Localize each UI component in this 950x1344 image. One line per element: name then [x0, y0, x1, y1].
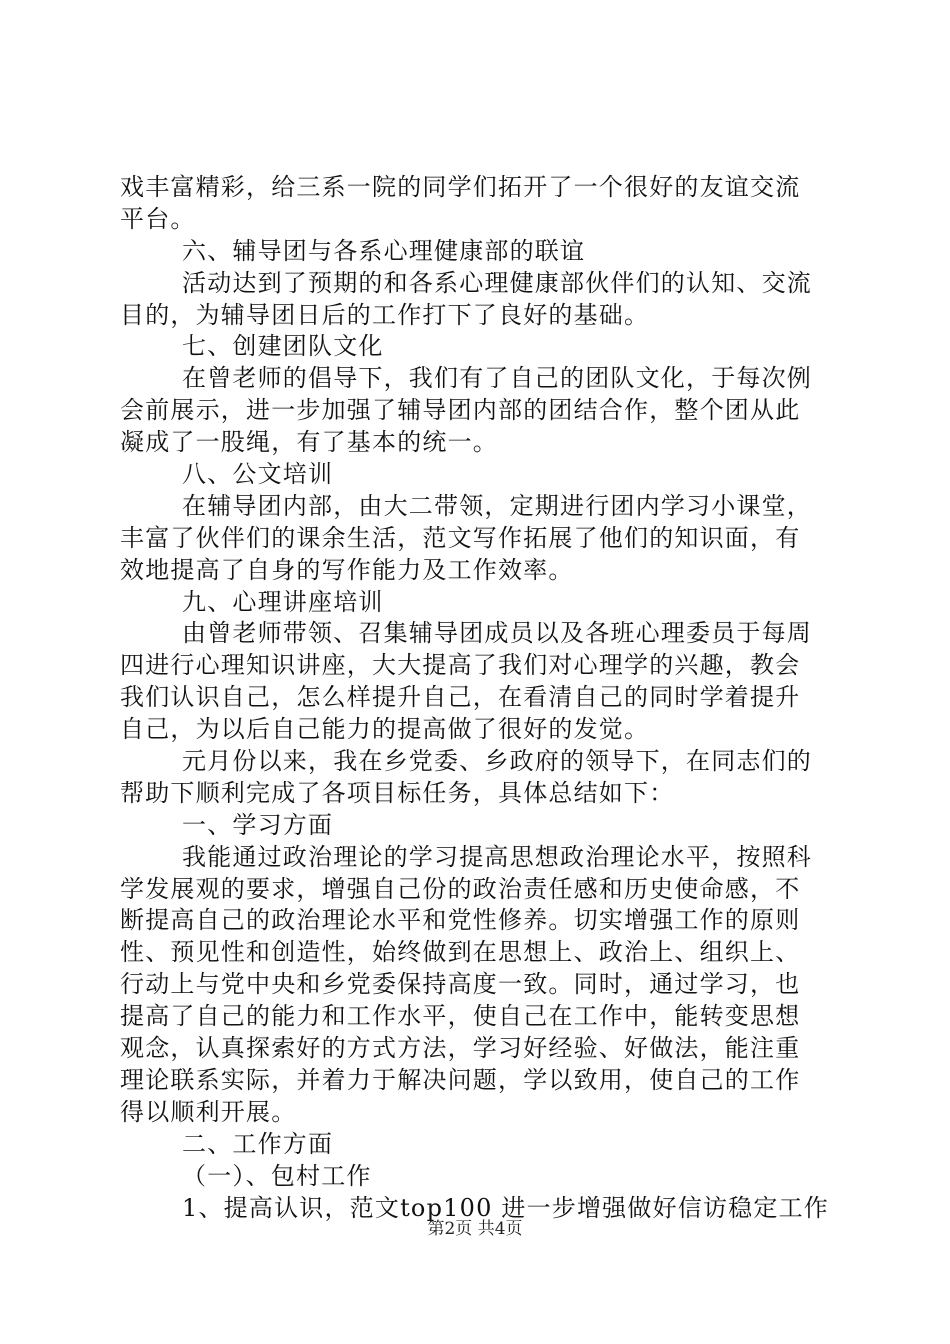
- text-line: 平台。: [120, 204, 196, 233]
- text-line: 由曾老师带领、召集辅导团成员以及各班心理委员于每周: [182, 619, 812, 648]
- text-line: 戏丰富精彩，给三系一院的同学们拓开了一个很好的友谊交流: [120, 173, 801, 201]
- text-line: 七、创建团队文化: [182, 332, 384, 361]
- text-line: 一、学习方面: [182, 810, 334, 839]
- page-footer: 第2页 共4页: [427, 1219, 523, 1239]
- text-line: 八、公文培训: [182, 460, 334, 489]
- text-line: 活动达到了预期的和各系心理健康部伙伴们的认知、交流: [182, 268, 812, 297]
- document-body: [120, 172, 832, 1224]
- text-line: 我们认识自己，怎么样提升自己，在看清自己的同时学着提升: [120, 683, 801, 712]
- text-line: 会前展示，进一步加强了辅导团内部的团结合作，整个团从此: [120, 396, 801, 425]
- text-line: 得以顺利开展。: [120, 1097, 297, 1126]
- text-line: 在曾老师的倡导下，我们有了自己的团队文化，于每次例: [182, 364, 812, 393]
- text-line: （一）、包村工作: [182, 1161, 372, 1190]
- text-line: 理论联系实际，并着力于解决问题，学以致用，使自己的工作: [120, 1065, 801, 1094]
- text-line: 在辅导团内部，由大二带领，定期进行团内学习小课堂，: [182, 491, 812, 520]
- text-line: 1、提高认识，范文top100 进一步增强做好信访稳定工作: [182, 1193, 829, 1222]
- text-line: 六、辅导团与各系心理健康部的联谊: [182, 236, 586, 265]
- text-line: 我能通过政治理论的学习提高思想政治理论水平，按照科: [182, 842, 812, 871]
- text-line: 学发展观的要求，增强自己份的政治责任感和历史使命感，不: [120, 874, 801, 903]
- text-line: 断提高自己的政治理论水平和党性修养。切实增强工作的原则: [120, 906, 801, 935]
- text-line: 提高了自己的能力和工作水平，使自己在工作中，能转变思想: [120, 1002, 801, 1031]
- text-line: 四进行心理知识讲座，大大提高了我们对心理学的兴趣，教会: [120, 651, 801, 680]
- text-line: 元月份以来，我在乡党委、乡政府的领导下，在同志们的: [182, 747, 812, 776]
- text-line: 帮助下顺利完成了各项目标任务，具体总结如下：: [120, 778, 675, 807]
- text-line: 自己，为以后自己能力的提高做了很好的发觉。: [120, 715, 650, 744]
- text-line: 目的，为辅导团日后的工作打下了良好的基础。: [120, 300, 650, 329]
- text-line: 行动上与党中央和乡党委保持高度一致。同时，通过学习，也: [120, 970, 801, 999]
- text-line: 凝成了一股绳，有了基本的统一。: [120, 428, 498, 457]
- text-line: 九、心理讲座培训: [182, 587, 384, 616]
- text-line: 效地提高了自身的写作能力及工作效率。: [120, 555, 574, 584]
- text-line: 观念，认真探索好的方式方法，学习好经验、好做法，能注重: [120, 1034, 801, 1063]
- text-line: 性、预见性和创造性，始终做到在思想上、政治上、组织上、: [120, 938, 801, 967]
- text-line: 二、工作方面: [182, 1129, 334, 1158]
- text-line: 丰富了伙伴们的课余生活，范文写作拓展了他们的知识面，有: [120, 523, 801, 552]
